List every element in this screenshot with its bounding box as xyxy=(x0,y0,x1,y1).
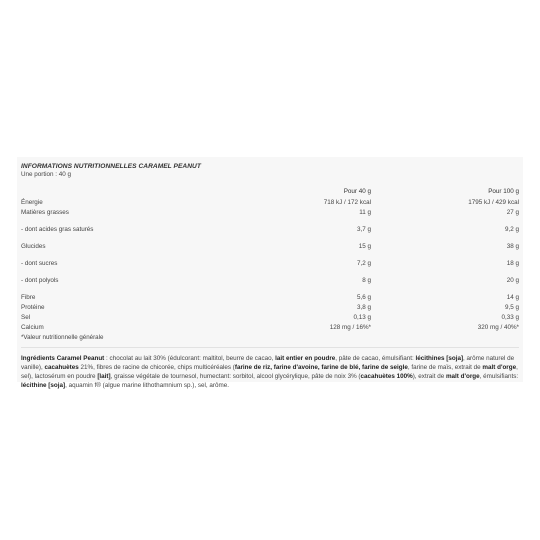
nutrition-table xyxy=(21,187,519,333)
header-per-100g: Pour 100 g xyxy=(488,188,519,195)
nutrient-name: Calcium xyxy=(21,324,44,331)
ingredients-segment: : chocolat au lait 30% (édulcorant: maltitol, beurre de cacao, xyxy=(104,355,276,362)
table-row xyxy=(21,198,519,208)
ingredients-segment: malt d'orge xyxy=(445,373,480,380)
ingredients-segment: Ingrédients Caramel Peanut xyxy=(21,355,105,362)
ingredients-segment: 21%, fibres de racine de chicorée, chips multicéréales ( xyxy=(78,364,235,371)
ingredients-segment: , graisse végétale de tournesol, humectant: sorbitol, alcool glycérylique, pâte de noix 3% ( xyxy=(110,373,361,380)
value-per-100g: 1795 kJ / 429 kcal xyxy=(468,199,519,206)
table-row xyxy=(21,225,519,242)
ingredients-segment: cacahuètes 100% xyxy=(360,373,413,380)
nutrient-name: Fibre xyxy=(21,294,36,301)
value-per-100g: 18 g xyxy=(506,260,519,267)
nutrient-name: Glucides xyxy=(21,243,46,250)
header-per-40g: Pour 40 g xyxy=(343,188,371,195)
value-per-100g: 0,33 g xyxy=(501,314,519,321)
value-per-100g: 320 mg / 40%* xyxy=(477,324,519,331)
ingredients-segment: , arôme naturel de vanille), xyxy=(21,355,515,371)
nutrient-name: Protéine xyxy=(21,304,45,311)
value-per-40g: 8 g xyxy=(362,277,371,284)
nutrient-name: Énergie xyxy=(21,199,43,206)
value-per-40g: 15 g xyxy=(358,243,371,250)
ingredients-segment: , pâte de cacao, émulsifiant: xyxy=(335,355,416,362)
divider xyxy=(21,347,519,348)
ingredients-segment: cacahuètes xyxy=(44,364,79,371)
value-per-100g: 9,2 g xyxy=(504,226,519,233)
ingredients-segment: , farine de maïs, extrait de xyxy=(407,364,483,371)
table-row xyxy=(21,293,519,303)
portion-size: Une portion : 40 g xyxy=(21,171,72,178)
value-per-40g: 0,13 g xyxy=(353,314,371,321)
value-per-40g: 3,7 g xyxy=(356,226,371,233)
nutrient-name: Matières grasses xyxy=(21,209,69,216)
value-per-40g: 3,8 g xyxy=(356,304,371,311)
value-per-100g: 38 g xyxy=(506,243,519,250)
ingredients-segment: farine de riz, farine d'avoine, farine de blé, farine de seigle xyxy=(234,364,408,371)
ingredients-text xyxy=(21,354,519,390)
table-row xyxy=(21,208,519,225)
value-per-40g: 718 kJ / 172 kcal xyxy=(323,199,371,206)
value-per-100g: 27 g xyxy=(506,209,519,216)
ingredients-segment: , aquamin f® (algue marine lithothamnium sp.), sel, arôme. xyxy=(65,382,229,389)
header-nutrient xyxy=(21,187,221,198)
ingredients-segment: lait entier en poudre xyxy=(275,355,336,362)
ingredients-segment: ), extrait de xyxy=(412,373,446,380)
nutrient-name: - dont acides gras saturés xyxy=(21,226,94,233)
ingredients-segment: malt d'orge xyxy=(482,364,517,371)
nutrient-name: Sel xyxy=(21,314,31,321)
nutrient-name: - dont polyols xyxy=(21,277,59,284)
table-row xyxy=(21,242,519,259)
ingredients-segment: , émulsifiants: xyxy=(479,373,519,380)
nutrition-title: INFORMATIONS NUTRITIONNELLES CARAMEL PEANUT xyxy=(21,163,201,170)
value-per-100g: 20 g xyxy=(506,277,519,284)
value-per-100g: 14 g xyxy=(506,294,519,301)
value-per-40g: 5,6 g xyxy=(356,294,371,301)
value-per-40g: 11 g xyxy=(359,209,371,216)
value-per-40g: 7,2 g xyxy=(356,260,371,267)
table-row xyxy=(21,313,519,323)
nutrient-name: - dont sucres xyxy=(21,260,58,267)
table-header-row xyxy=(21,187,519,198)
nutrition-panel xyxy=(17,157,523,389)
value-per-40g: 128 mg / 16%* xyxy=(329,324,371,331)
table-row xyxy=(21,323,519,333)
table-row xyxy=(21,303,519,313)
ingredients-segment: lécithine [soja] xyxy=(21,382,66,389)
ingredients-segment: , sel), lactosérum en poudre xyxy=(21,364,518,380)
ingredients-segment: [lait] xyxy=(97,373,111,380)
table-row xyxy=(21,276,519,293)
value-per-100g: 9,5 g xyxy=(504,304,519,311)
ingredients-segment: lécithines [soja] xyxy=(415,355,464,362)
footnote: *Valeur nutritionnelle générale xyxy=(21,334,104,341)
table-row xyxy=(21,259,519,276)
